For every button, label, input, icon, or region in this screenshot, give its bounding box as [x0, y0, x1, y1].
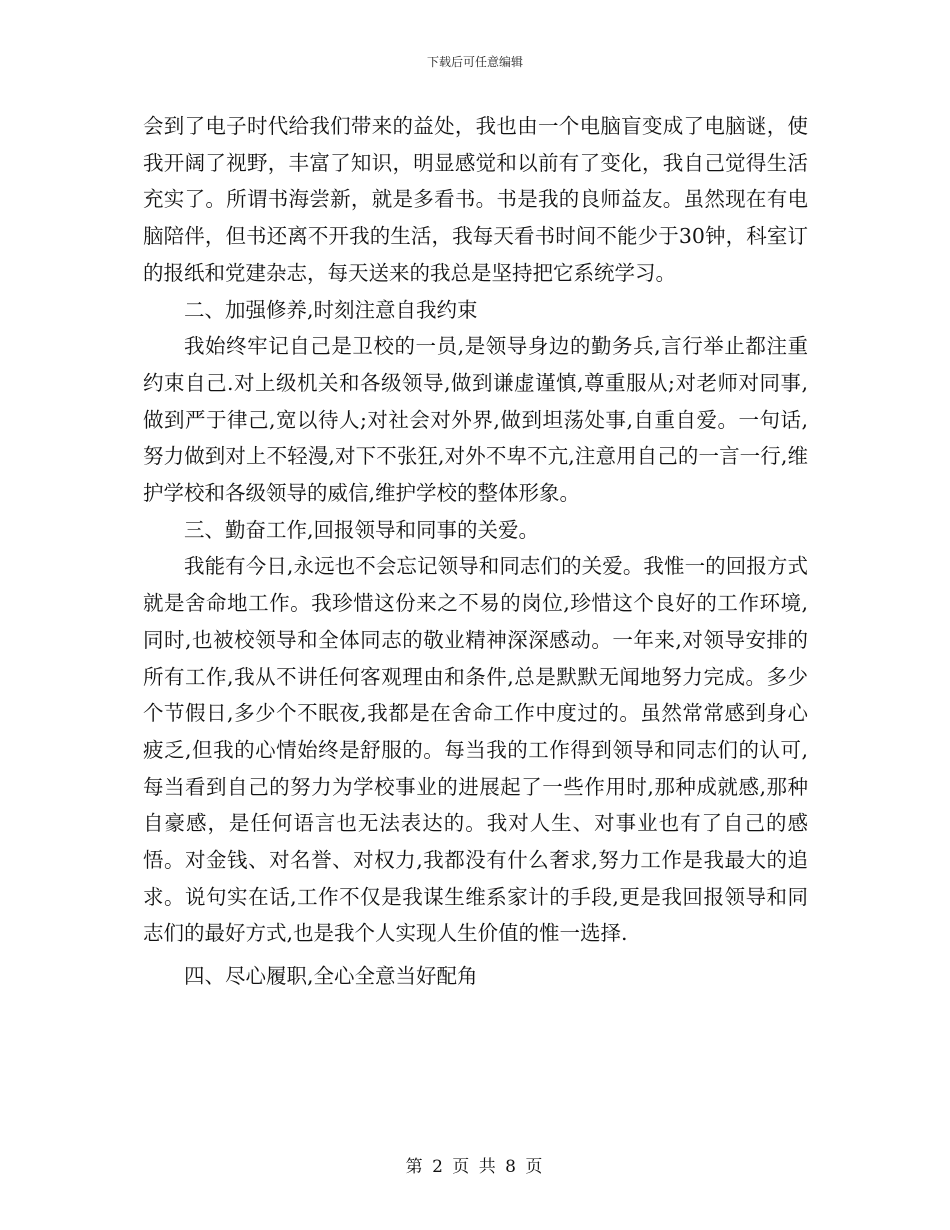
- paragraph-continuation: 会到了电子时代给我们带来的益处，我也由一个电脑盲变成了电脑谜，使我开阔了视野，丰富了知识，明显感觉和以前有了变化，我自己觉得生活充实了。所谓书海尝新，就是多看书。书是我的良师益友。虽然现在有电脑陪伴，但书还离不开我的生活，我每天看书时间不能少于30钟，科室订的报纸和党建杂志，每天送来的我总是坚持把它系统学习。: [143, 114, 808, 285]
- section-heading-4: 四、尽心履职,全心全意当好配角: [184, 964, 478, 989]
- page-footer: 第 2 页 共 8 页: [405, 1157, 545, 1177]
- document-body: [143, 108, 808, 995]
- section-heading-2: 二、加强修养,时刻注意自我约束: [184, 297, 478, 322]
- paragraph-hard-work: 我能有今日,永远也不会忘记领导和同志们的关爱。我惟一的回报方式就是舍命地工作。我珍惜这份来之不易的岗位,珍惜这个良好的工作环境,同时,也被校领导和全体同志的敬业精神深深感动。一年来,对领导安排的所有工作,我从不讲任何客观理由和条件,总是默默无闻地努力完成。多少个节假日,多少个不眠夜,我都是在舍命工作中度过的。虽然常常感到身心疲乏,但我的心情始终是舒服的。每当我的工作得到领导和同志们的认可,每当看到自己的努力为学校事业的进展起了一些作用时,那种成就感,那种自豪感，是任何语言也无法表达的。我对人生、对事业也有了自己的感悟。对金钱、对名誉、对权力,我都没有什么奢求,努力工作是我最大的追求。说句实在话,工作不仅是我谋生维系家计的手段,更是我回报领导和同志们的最好方式,也是我个人实现人生价值的惟一选择.: [143, 554, 808, 946]
- page-header: 下载后可任意编辑: [426, 55, 523, 69]
- section-heading-3: 三、勤奋工作,回报领导和同事的关爱。: [184, 517, 540, 542]
- paragraph-self-discipline: 我始终牢记自己是卫校的一员,是领导身边的勤务兵,言行举止都注重约束自己.对上级机关和各级领导,做到谦虚谨慎,尊重服从;对老师对同事,做到严于律己,宽以待人;对社会对外界,做到坦荡处事,自重自爱。一句话,努力做到对上不轻漫,对下不张狂,对外不卑不亢,注意用自己的一言一行,维护学校和各级领导的威信,维护学校的整体形象。: [143, 334, 808, 506]
